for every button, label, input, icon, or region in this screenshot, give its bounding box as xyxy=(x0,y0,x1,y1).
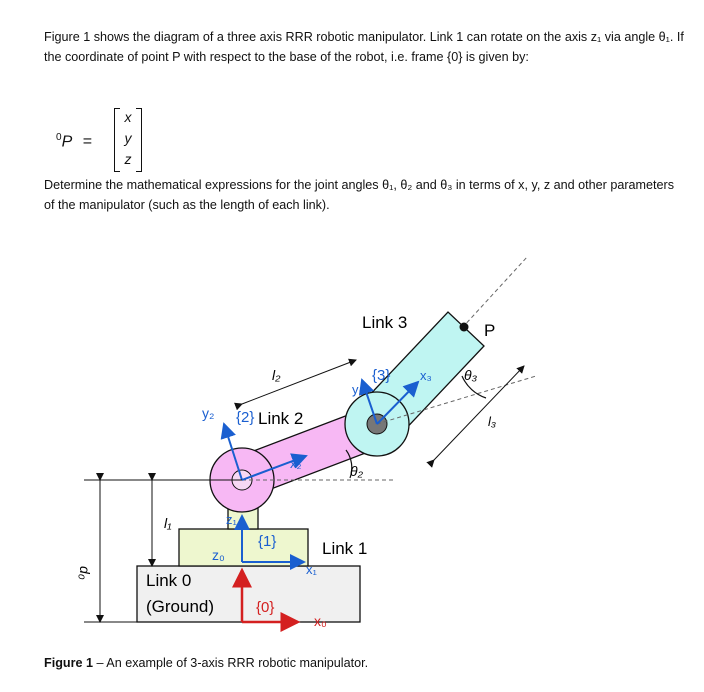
x0-label: x₀ xyxy=(314,613,327,629)
link-3-label: Link 3 xyxy=(362,313,408,332)
frame-superscript: 0 xyxy=(56,132,62,143)
link3-extension-line xyxy=(462,256,528,328)
caption-figure-number: Figure 1 xyxy=(44,656,93,670)
theta2-label: θ₂ xyxy=(350,463,363,479)
right-bracket xyxy=(136,108,142,172)
frame-3-label: {3} xyxy=(372,367,391,384)
x3-label: x₃ xyxy=(420,368,432,383)
point-symbol: P xyxy=(61,133,73,151)
link-0-label: Link 0 xyxy=(146,571,192,590)
vector-entries xyxy=(122,107,134,170)
theta3-label: θ₃ xyxy=(464,367,478,383)
z0-label: z₀ xyxy=(212,547,225,563)
link-2-label: Link 2 xyxy=(258,409,304,428)
l2-label: l₂ xyxy=(272,367,281,383)
problem-statement: Figure 1 shows the diagram of a three axis RRR robotic manipulator. Link 1 can rotate on the axis z₁ via angle θ₁. If the coordinate of point P with respect to the base of the robot, i.e. frame {0} is given by: xyxy=(44,30,684,64)
left-bracket xyxy=(114,108,120,172)
entry-x: x xyxy=(124,109,132,125)
question-text: Determine the mathematical expressions for the joint angles θ₁, θ₂ and θ₃ in terms of x, y, z and other parameters of the manipulator (such as the length of each link). xyxy=(44,178,675,212)
y3-label: y₃ xyxy=(352,382,364,397)
l3-label: l₃ xyxy=(488,414,497,429)
equals-sign: = xyxy=(82,133,93,151)
point-p-label: P xyxy=(484,321,496,340)
l2-dimension-line xyxy=(242,360,356,404)
frame-2-label: {2} xyxy=(236,409,255,426)
column-vector xyxy=(114,108,136,170)
x2-label: x₂ xyxy=(290,456,302,471)
entry-z: z xyxy=(124,151,132,167)
equation-lhs xyxy=(56,132,92,151)
link-1-base xyxy=(179,529,308,566)
link-1-label: Link 1 xyxy=(322,539,368,558)
point-p-marker xyxy=(460,323,469,332)
robot-diagram xyxy=(66,228,566,638)
frame-1-label: {1} xyxy=(258,533,277,550)
x1-label: x₁ xyxy=(306,562,317,577)
figure-caption xyxy=(44,656,368,670)
frame-0-label: {0} xyxy=(256,599,275,616)
d0-label: d₀ xyxy=(77,566,93,580)
entry-y: y xyxy=(124,130,132,146)
ground-label: (Ground) xyxy=(146,597,215,616)
l1-label: l₁ xyxy=(164,515,172,531)
y2-label: y₂ xyxy=(202,405,215,421)
caption-text: – An example of 3-axis RRR robotic manipulator. xyxy=(93,656,369,670)
z1-label: z₁ xyxy=(226,512,237,527)
